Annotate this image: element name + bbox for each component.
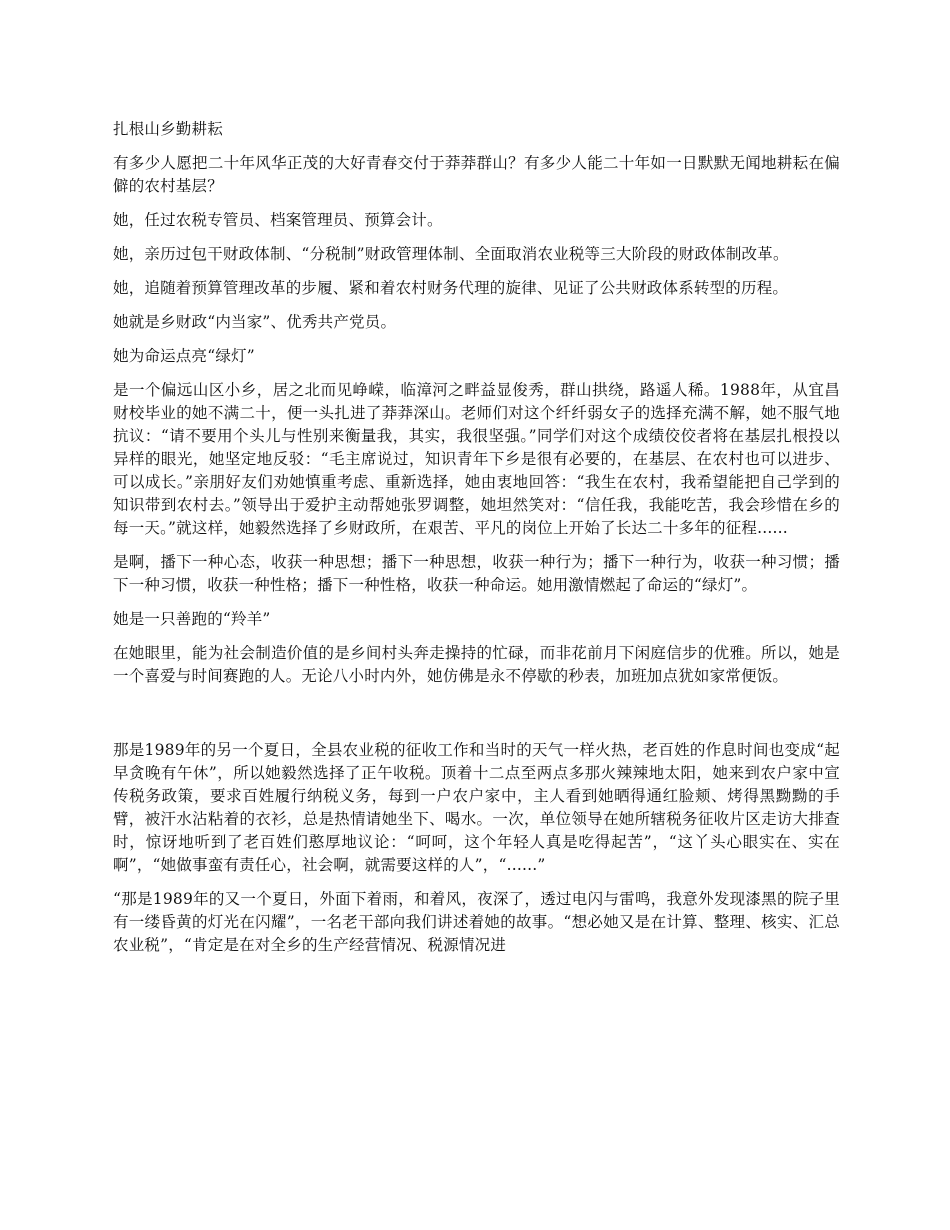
section1-paragraph-1: 是一个偏远山区小乡，居之北而见峥嵘，临漳河之畔益显俊秀，群山拱绕，路遥人稀。1988年，从宜昌财校毕业的她不满二十，便一头扎进了莽莽深山。老师们对这个纤纤弱女子的选择充满不解，她不服气地抗议：“请不要用个头儿与性别来衡量我，其实，我很坚强。”同学们对这个成绩佼佼者将在基层扎根投以异样的眼光，她坚定地反驳：“毛主席说过，知识青年下乡是很有必要的，在基层、在农村也可以进步、可以成长。”亲朋好友们劝她慎重考虑、重新选择，她由衷地回答：“我生在农村，我希望能把自己学到的知识带到农村去。”领导出于爱护主动帮她张罗调整，她坦然笑对：“信任我，我能吃苦，我会珍惜在乡的每一天。”就这样，她毅然选择了乡财政所，在艰苦、平凡的岗位上开始了长达二十多年的征程...... [113,381,840,537]
section2-paragraph-1: 在她眼里，能为社会制造价值的是乡间村头奔走操持的忙碌，而非花前月下闲庭信步的优雅。所以，她是一个喜爱与时间赛跑的人。无论八小时内外，她仿佛是永不停歇的秒表，加班加点犹如家常便饭。 [113,644,840,685]
section-heading-antelope: 她是一只善跑的“羚羊” [113,610,271,628]
section-heading-green-light: 她为命运点亮“绿灯” [113,347,255,365]
section2-paragraph-3: “那是1989年的又一个夏日，外面下着雨，和着风，夜深了，透过电闪与雷鸣，我意外发现漆黑的院子里有一缕昏黄的灯光在闪耀”，一名老干部向我们讲述着她的故事。“想必她又是在计算、整理、核实、汇总农业税”，“肯定是在对全乡的生产经营情况、税源情况进 [113,890,840,954]
intro-paragraph-4: 她，追随着预算管理改革的步履、紧和着农村财务代理的旋律、见证了公共财政体系转型的历程。 [113,279,789,297]
intro-paragraph-1: 有多少人愿把二十年风华正茂的大好青春交付于莽莽群山？有多少人能二十年如一日默默无闻地耕耘在偏僻的农村基层？ [113,154,840,195]
blank-gap [113,699,840,739]
section2-paragraph-2: 那是1989年的另一个夏日，全县农业税的征收工作和当时的天气一样火热，老百姓的作息时间也变成“起早贪晚有午休”，所以她毅然选择了正午收税。顶着十二点至两点多那火辣辣地太阳，她来到农户家中宣传税务政策，要求百姓履行纳税义务，每到一户农户家中，主人看到她晒得通红脸颊、烤得黑黝黝的手臂，被汗水沾粘着的衣衫，总是热情请她坐下、喝水。一次，单位领导在她所辖税务征收片区走访大排查时，惊讶地听到了老百姓们憨厚地议论：“呵呵，这个年轻人真是吃得起苦”，“这丫头心眼实在、实在啊”，“她做事蛮有责任心，社会啊，就需要这样的人”，“......” [113,741,840,874]
section1-paragraph-2: 是啊，播下一种心态，收获一种思想；播下一种思想，收获一种行为；播下一种行为，收获一种习惯；播下一种习惯，收获一种性格；播下一种性格，收获一种命运。她用激情燃起了命运的“绿灯”。 [113,553,840,594]
document-title: 扎根山乡勤耕耘 [113,120,223,138]
intro-paragraph-3: 她，亲历过包干财政体制、“分税制”财政管理体制、全面取消农业税等三大阶段的财政体制改革。 [113,245,789,263]
intro-paragraph-2: 她，任过农税专管员、档案管理员、预算会计。 [113,211,443,229]
document-page [113,118,840,968]
intro-paragraph-5: 她就是乡财政“内当家”、优秀共产党员。 [113,313,397,331]
